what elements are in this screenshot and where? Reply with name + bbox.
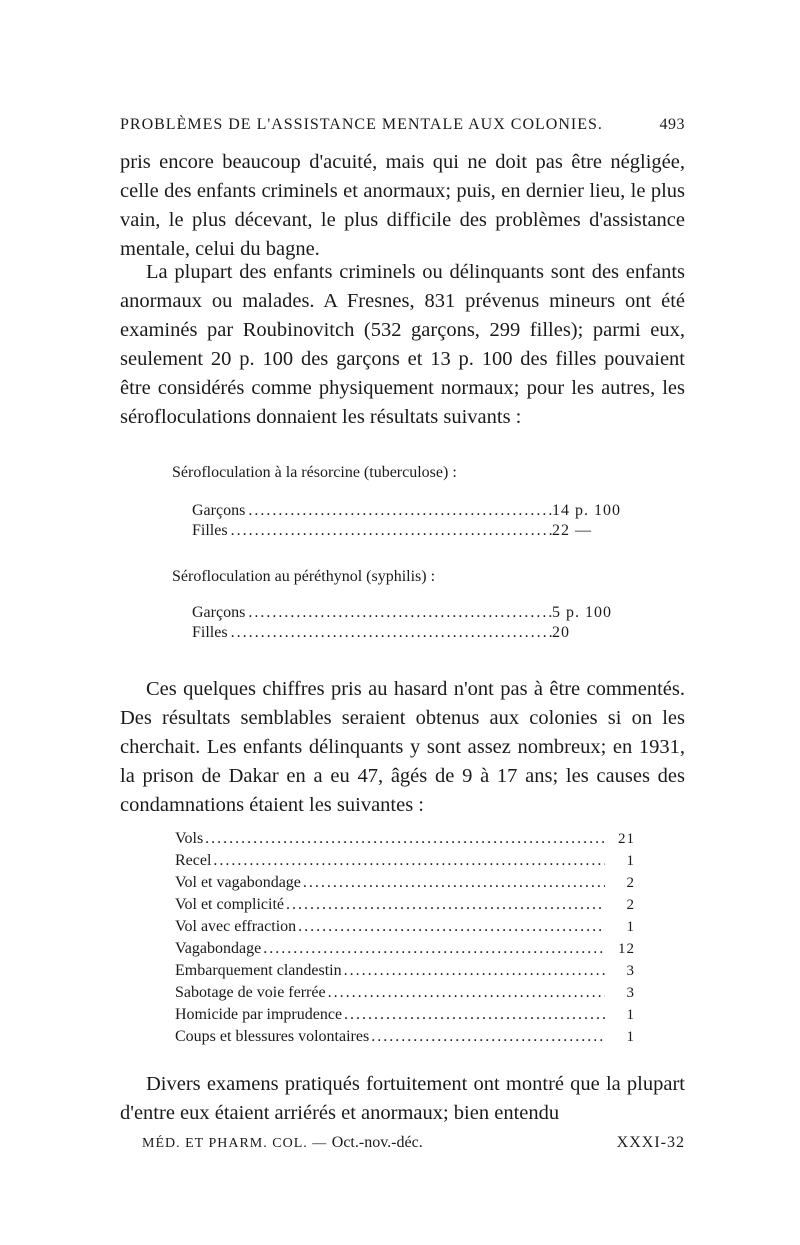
item-count: 12 xyxy=(618,941,635,957)
serofloculation-heading: Sérofloculation au péréthynol (syphilis) : xyxy=(172,568,436,585)
serofloculation-row xyxy=(172,501,642,521)
running-head xyxy=(120,116,685,134)
row-value: 20 xyxy=(552,624,570,641)
item-count: 21 xyxy=(618,831,635,847)
journal-reference xyxy=(142,1134,423,1152)
dot-leader xyxy=(284,894,605,916)
list-item xyxy=(175,916,635,938)
dot-leader xyxy=(369,1026,605,1048)
item-count: 1 xyxy=(626,1007,635,1023)
item-label: Homicide par imprudence xyxy=(175,1006,343,1023)
item-label: Embarquement clandestin xyxy=(175,962,342,979)
list-item xyxy=(175,1026,635,1048)
item-count: 2 xyxy=(626,875,635,891)
paragraph-3: Ces quelques chiffres pris au hasard n'ont pas à être commentés. Des résultats semblables seraient obtenus aux colonies si on les cherchait. Les enfants délinquants y sont assez nombreux; en 1931, la prison de Dakar en a eu 47, âgés de 9 à 17 ans; les causes des condamnations étaient les suivantes : xyxy=(120,678,685,816)
row-value: 22 — xyxy=(552,522,592,539)
dot-leader xyxy=(228,623,552,643)
item-label: Vol avec effraction xyxy=(175,918,297,935)
dot-leader xyxy=(342,1004,605,1026)
page-footer xyxy=(142,1134,685,1152)
item-label: Coups et blessures volontaires xyxy=(175,1028,370,1045)
list-item xyxy=(175,938,635,960)
dot-leader xyxy=(342,960,605,982)
serofloculation-row xyxy=(172,623,642,643)
condemnation-causes-list xyxy=(175,828,635,1048)
list-item xyxy=(175,960,635,982)
page-number: 493 xyxy=(659,116,685,133)
item-label: Vagabondage xyxy=(175,940,262,957)
row-label: Garçons xyxy=(192,502,246,519)
running-head-title: PROBLÈMES DE L'ASSISTANCE MENTALE AUX COLONIES. xyxy=(120,116,603,133)
row-value: 14 p. 100 xyxy=(552,502,621,519)
list-item xyxy=(175,982,635,1004)
dot-leader xyxy=(211,850,605,872)
row-label: Garçons xyxy=(192,604,246,621)
paragraph-4: Divers examens pratiqués fortuitement ont montré que la plupart d'entre eux étaient arriérés et anormaux; bien entendu xyxy=(120,1073,685,1124)
row-label: Filles xyxy=(192,522,228,539)
item-count: 3 xyxy=(626,985,635,1001)
dot-leader xyxy=(245,501,552,521)
serofloculation-table-tuberculose xyxy=(172,462,642,541)
list-item xyxy=(175,1004,635,1026)
dot-leader xyxy=(326,982,605,1004)
paragraph-2: La plupart des enfants criminels ou délinquants sont des enfants anormaux ou malades. A Fresnes, 831 prévenus mineurs ont été examinés par Roubinovitch (532 garçons, 299 filles); parmi eux, seulement 20 p. 100 des garçons et 13 p. 100 des filles pouvaient être considérés comme physiquement normaux; pour les autres, les sérofloculations donnaient les résultats suivants : xyxy=(120,261,685,428)
serofloculation-row xyxy=(172,521,642,541)
item-label: Recel xyxy=(175,852,212,869)
dot-leader xyxy=(245,603,552,623)
item-count: 1 xyxy=(626,853,635,869)
dot-leader xyxy=(203,828,605,850)
dot-leader xyxy=(228,521,552,541)
list-item xyxy=(175,828,635,850)
serofloculation-heading: Sérofloculation à la résorcine (tuberculose) : xyxy=(172,464,457,481)
serofloculation-table-syphilis xyxy=(172,566,642,643)
list-item xyxy=(175,850,635,872)
item-count: 3 xyxy=(626,963,635,979)
item-count: 1 xyxy=(626,1029,635,1045)
list-item xyxy=(175,872,635,894)
dot-leader xyxy=(261,938,605,960)
issue-date: Oct.-nov.-déc. xyxy=(331,1134,423,1151)
journal-name: MÉD. ET PHARM. COL. — xyxy=(142,1136,328,1151)
item-count: 1 xyxy=(626,919,635,935)
item-label: Sabotage de voie ferrée xyxy=(175,984,326,1001)
dot-leader xyxy=(296,916,605,938)
row-label: Filles xyxy=(192,624,228,641)
serofloculation-row xyxy=(172,603,642,623)
row-value: 5 p. 100 xyxy=(552,604,612,621)
list-item xyxy=(175,894,635,916)
signature-mark: XXXI-32 xyxy=(616,1134,685,1151)
item-label: Vol et vagabondage xyxy=(175,874,301,891)
item-label: Vols xyxy=(175,830,204,847)
item-label: Vol et complicité xyxy=(175,896,285,913)
paragraph-1: pris encore beaucoup d'acuité, mais qui ne doit pas être négligée, celle des enfants criminels et anormaux; puis, en dernier lieu, le plus vain, le plus décevant, le plus difficile des problèmes d'assistance mentale, celui du bagne. xyxy=(120,151,685,260)
dot-leader xyxy=(301,872,605,894)
item-count: 2 xyxy=(626,897,635,913)
